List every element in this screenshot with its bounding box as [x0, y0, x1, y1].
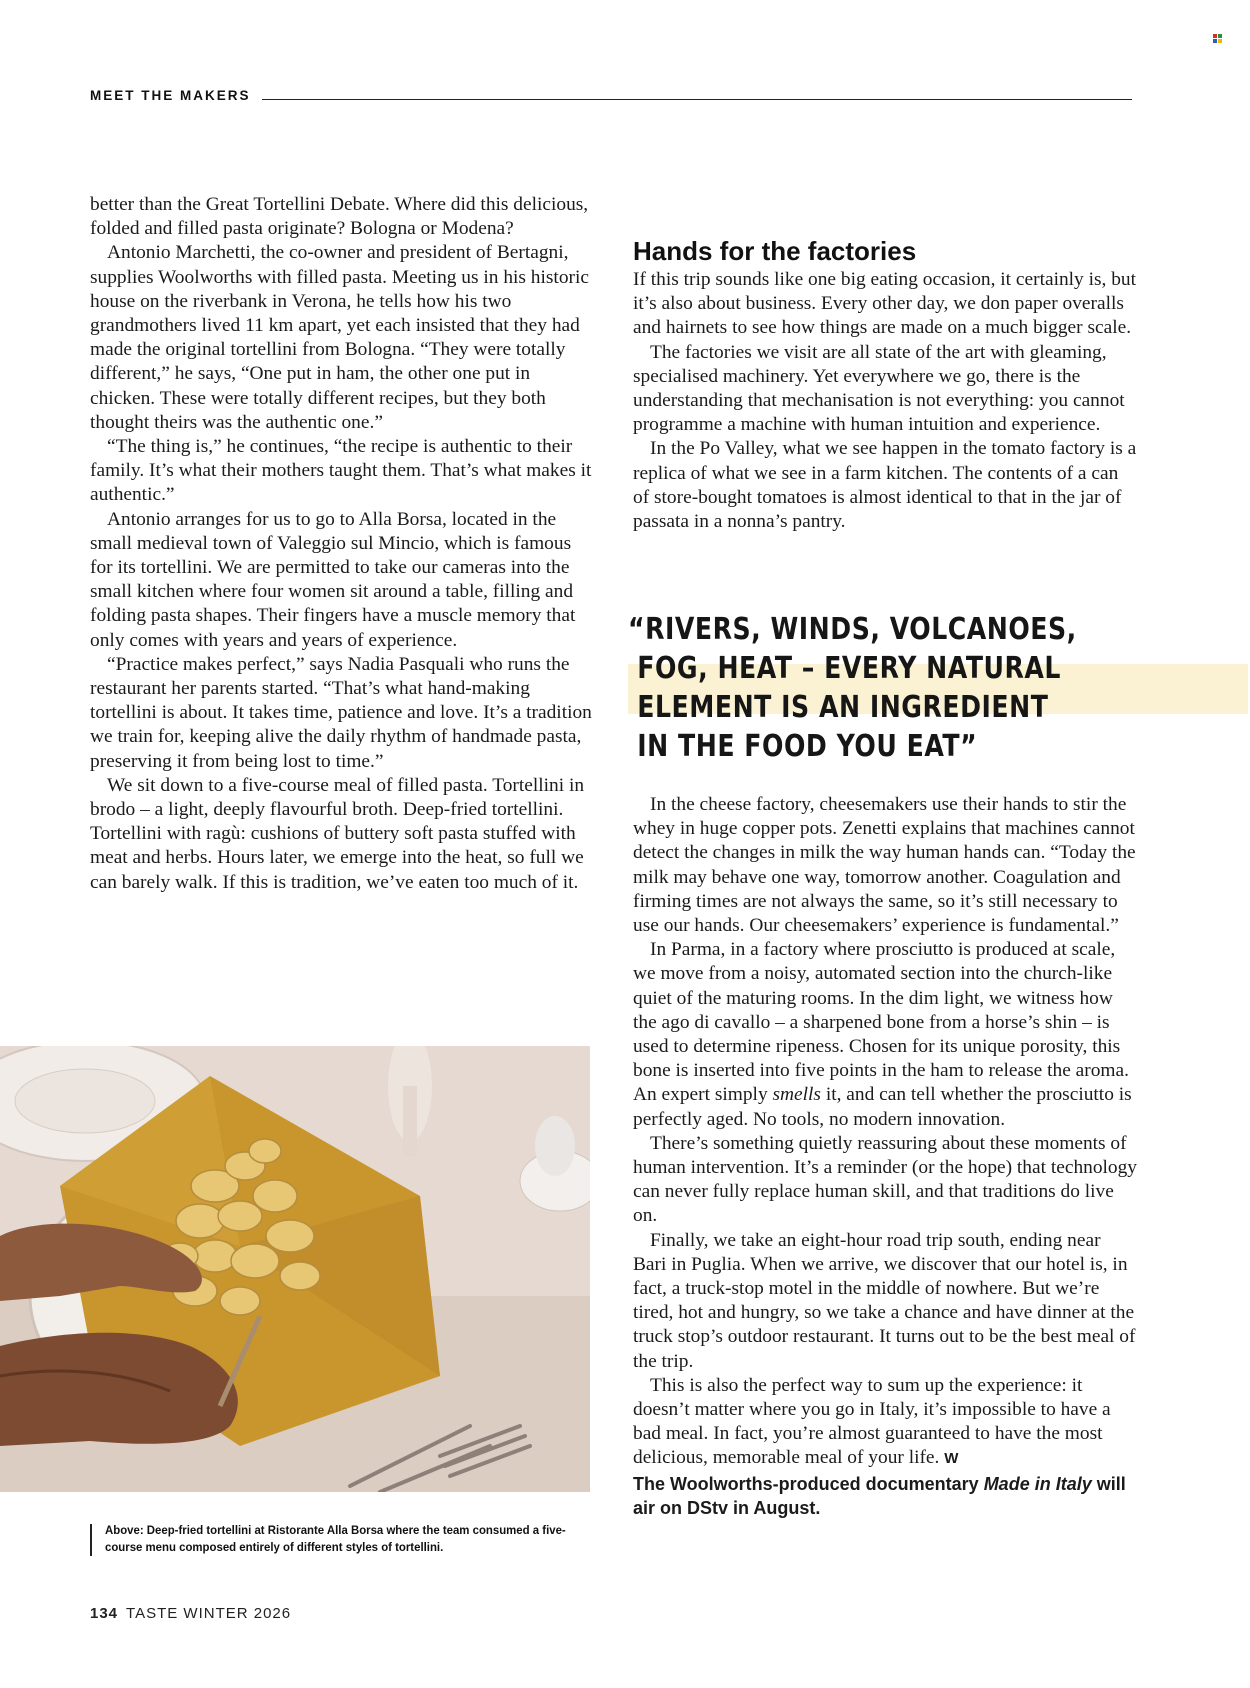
paragraph: “Practice makes perfect,” says Nadia Pasquali who runs the restaurant her parents started. “That’s what hand-making tortellini is about. It takes time, patience and love. It’s a tradition we train for, keeping alive the daily rhythm of handmade pasta, preserving it from being lost to time.” [90, 653, 592, 772]
magazine-issue: TASTE WINTER 2026 [126, 1605, 292, 1622]
paragraph: Finally, we take an eight-hour road trip south, ending near Bari in Puglia. When we arrive, we discover that our hotel is, in fact, a truck-stop motel in the middle of nowhere. But we’re tired, hot and hungry, so we take a chance and have dinner at the truck stop’s outdoor restaurant. It turns out to be the best meal of the trip. [633, 1229, 1136, 1372]
paragraph: If this trip sounds like one big eating occasion, it certainly is, but it’s also about business. Every other day, we don paper overalls and hairnets to see how things are made on a much bigger scale. [633, 269, 1136, 339]
paragraph: There’s something quietly reassuring about these moments of human intervention. It’s a reminder (or the hope) that technology can never fully replace human skill, and that traditions do live on. [633, 1132, 1138, 1227]
paragraph: “The thing is,” he continues, “the recipe is authentic to their family. It’s what their mothers taught them. That’s what makes it authentic.” [90, 436, 592, 506]
header-rule [262, 99, 1132, 100]
paragraph-prosciutto [633, 938, 1138, 1132]
pull-quote [628, 610, 1248, 764]
pull-quote-text [628, 610, 1077, 766]
photo-caption [90, 1522, 570, 1556]
pull-quote-line: “RIVERS, WINDS, VOLCANOES, [628, 612, 1077, 647]
left-column [90, 193, 595, 895]
paragraph-final [633, 1374, 1138, 1472]
pull-quote-line: FOG, HEAT – EVERY NATURAL [628, 651, 1061, 686]
page-header [90, 88, 1132, 108]
end-mark: W [944, 1450, 959, 1468]
section-label: MEET THE MAKERS [90, 88, 251, 103]
text-run: The Woolworths-produced documentary [633, 1473, 984, 1494]
page-number: 134 [90, 1605, 119, 1622]
paragraph: The factories we visit are all state of the art with gleaming, specialised machinery. Yet everywhere we go, there is the understanding that mechanisation is not everything: you cannot programme a machine with human intuition and experience. [633, 341, 1125, 436]
paragraph: In the cheese factory, cheesemakers use their hands to stir the whey in huge copper pots. Zenetti explains that machines cannot detect the changes in milk the way human hands can. “Today the milk may behave one way, tomorrow another. Coagulation and firming times are not always the same, so it’s still necessary to use our hands. Our cheesemakers’ experience is fundamental.” [633, 794, 1136, 937]
paragraph: Antonio arranges for us to go to Alla Borsa, located in the small medieval town of Valeggio sul Mincio, which is famous for its tortellini. We are permitted to take our cameras into the small kitchen where four women sit around a table, filling and folding pasta shapes. Their fingers have a muscle memory that only comes with years and years of experience. [90, 508, 576, 651]
paragraph: better than the Great Tortellini Debate. Where did this delicious, folded and filled pasta originate? Bologna or Modena? [90, 194, 589, 240]
pull-quote-line: ELEMENT IS AN INGREDIENT [628, 690, 1049, 725]
photo-illustration [0, 1046, 590, 1492]
paragraph: In the Po Valley, what we see happen in the tomato factory is a replica of what we see in a farm kitchen. The contents of a can of store-bought tomatoes is almost identical to that in the jar of passata in a nonna’s pantry. [633, 438, 1137, 533]
right-column-top [633, 268, 1138, 534]
text-run: it, and can tell whether the prosciutto is perfectly aged. No tools, no modern innovation. [633, 1084, 1132, 1130]
page-footer [90, 1605, 291, 1622]
paragraph: Antonio Marchetti, the co-owner and president of Bertagni, supplies Woolworths with filled pasta. Meeting us in his historic house on the riverbank in Verona, he tells how his two grandmothers lived 11 km apart, yet each insisted that they had made the original tortellini from Bologna. “They were totally different,” he says, “One put in ham, the other one put in chicken. These were totally different recipes, but they both thought theirs was the authentic one.” [90, 242, 589, 433]
brand-mark-icon [1213, 34, 1222, 43]
text-run: In Parma, in a factory where prosciutto is produced at scale, we move from a noisy, automated section into the church-like quiet of the maturing rooms. In the dim light, we witness how the ago di cavallo – a sharpened bone from a horse’s shin – is used to determine ripeness. Chosen for its unique porosity, this bone is inserted into five points in the ham to release the aroma. An expert simply [633, 939, 1129, 1106]
paragraph: We sit down to a five-course meal of filled pasta. Tortellini in brodo – a light, deeply flavourful broth. Deep-fried tortellini. Tortellini with ragù: cushions of buttery soft pasta stuffed with meat and herbs. Hours later, we emerge into the heat, so full we can barely walk. If this is tradition, we’ve eaten too much of it. [90, 774, 585, 893]
documentary-title: Made in Italy [983, 1473, 1092, 1494]
tortellini-photo [0, 1046, 590, 1492]
text-run: This is also the perfect way to sum up the experience: it doesn’t matter where you go in Italy, it’s impossible to have a bad meal. In fact, you’re almost guaranteed to have the most delicious, memorable meal of your life. [633, 1374, 1111, 1469]
pull-quote-line: IN THE FOOD YOU EAT” [628, 729, 978, 764]
end-note [633, 1472, 1138, 1520]
subheading: Hands for the factories [633, 236, 917, 266]
text-run: will air on DStv in August. [633, 1473, 1126, 1518]
caption-text: Above: Deep-fried tortellini at Ristorante Alla Borsa where the team consumed a five-course menu composed entirely of different styles of tortellini. [105, 1523, 566, 1554]
right-column-bottom [633, 793, 1138, 1520]
caption-rule [90, 1524, 92, 1556]
italic-word: smells [772, 1084, 821, 1106]
